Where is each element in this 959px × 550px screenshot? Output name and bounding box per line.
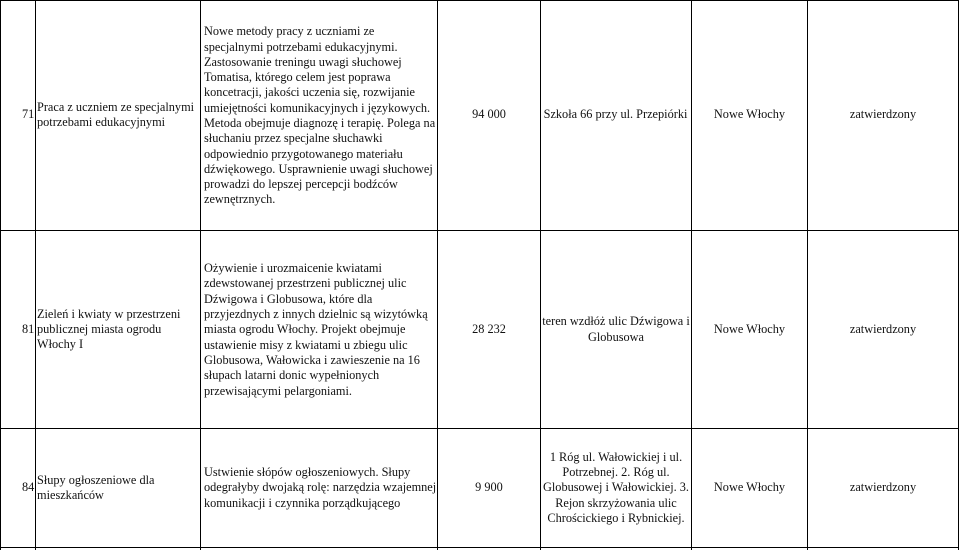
- row-number-cell: [22, 429, 35, 547]
- cost-cell: [438, 0, 540, 230]
- project-location: Szkoła 66 przy ul. Przepiórki: [543, 107, 688, 122]
- project-location: teren wzdłóż ulic Dźwigowa i Globusowa: [542, 314, 690, 344]
- district-cell: [692, 429, 807, 547]
- project-status: zatwierdzony: [849, 321, 917, 336]
- project-district: Nowe Włochy: [713, 321, 786, 336]
- project-cost: 28 232: [472, 321, 506, 336]
- project-name: Słupy ogłoszeniowe dla mieszkańców: [37, 472, 155, 502]
- row-number: 81: [22, 321, 35, 336]
- status-cell: [808, 429, 958, 547]
- column-divider: [35, 0, 36, 550]
- project-description: Nowe metody pracy z uczniami ze specjalnymi potrzebami edukacyjnymi. Zastosowanie treningu uwagi słuchowej Tomatisa, którego celem jest poprawa koncetracji, jakości uczenia się, rozwijanie umiejętności komunikacyjnych i językowych. Metoda obejmuje diagnozę i terapię. Polega na słuchaniu przez specjalne słuchawki odpowiednio przygotowanego materiału dźwiękowego. Usprawnienie uwagi słuchowej prowadzi do lepszej percepcji bodźców zewnętrznych.: [204, 24, 436, 207]
- row-number: 84: [22, 480, 35, 495]
- project-name-cell: [37, 231, 197, 428]
- description-cell: [204, 22, 436, 210]
- table-border-left: [0, 0, 1, 550]
- location-cell: [538, 0, 693, 230]
- project-status: zatwierdzony: [849, 107, 917, 122]
- location-cell: [541, 429, 691, 547]
- district-cell: [692, 0, 807, 230]
- project-status: zatwierdzony: [849, 480, 917, 495]
- status-cell: [808, 0, 958, 230]
- project-name-cell: [37, 429, 197, 547]
- column-divider: [200, 0, 201, 550]
- project-description: Ożywienie i urozmaicenie kwiatami zdewstowanej przestrzeni publicznej ulic Dźwigowa i Globusowa, które dla przyjezdnych z innych dzielnic są wizytówką miasta ogrodu Włochy. Projekt obejmuje ustawienie misy z kwiatami u zbiegu ulic Globusowa, Wałowicka i zawieszenie na 16 słupach latarni donic wypełnionych przewisającymi pelargoniami.: [204, 261, 428, 398]
- row-number-cell: [22, 0, 35, 230]
- project-name-cell: [37, 0, 197, 230]
- cost-cell: [438, 231, 540, 428]
- description-cell: [204, 429, 438, 547]
- description-cell: [204, 255, 436, 405]
- project-name: Zieleń i kwiaty w przestrzeni publicznej miasta ogrodu Włochy I: [37, 306, 181, 352]
- row-number-cell: [22, 231, 35, 428]
- status-cell: [808, 231, 958, 428]
- project-district: Nowe Włochy: [713, 480, 786, 495]
- project-cost: 9 900: [475, 480, 503, 495]
- row-number: 71: [22, 107, 35, 122]
- project-name: Praca z uczniem ze specjalnymi potrzebami edukacyjnymi: [37, 99, 195, 129]
- row-divider: [0, 547, 959, 548]
- project-cost: 94 000: [472, 107, 506, 122]
- project-description: Ustwienie słópów ogłoszeniowych. Słupy odegrałyby dwojaką rolę: narzędzia wzajemnej komunikacji i czynnika porządkującego: [204, 465, 437, 510]
- project-district: Nowe Włochy: [713, 107, 786, 122]
- project-location: 1 Róg ul. Wałowickiej i ul. Potrzebnej. 2. Róg ul. Globusowej i Wałowickiej. 3. Rejon skrzyżowania ulic Chrościckiego i Rybnickiej.: [543, 449, 689, 525]
- cost-cell: [438, 429, 540, 547]
- location-cell: [541, 231, 691, 428]
- district-cell: [692, 231, 807, 428]
